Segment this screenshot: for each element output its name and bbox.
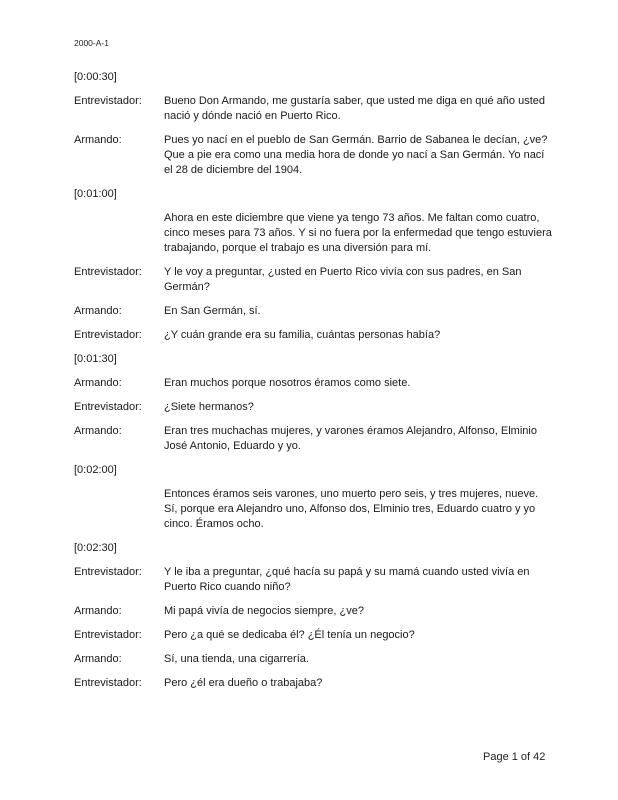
dialogue-entry: [74, 487, 554, 532]
dialogue-entry: [74, 328, 554, 343]
dialogue-text: Y le voy a preguntar, ¿usted en Puerto Rico vivía con sus padres, en San Germán?: [164, 266, 522, 293]
dialogue-text: Y le iba a preguntar, ¿qué hacía su papá y su mamá cuando usted vivía en Puerto Rico cuando niño?: [164, 566, 530, 593]
document-id: 2000-A-1: [74, 38, 109, 48]
dialogue-entry: [74, 376, 554, 391]
speaker-label: Entrevistador:: [74, 266, 142, 278]
dialogue-entry: [74, 133, 554, 178]
dialogue-text: Eran tres muchachas mujeres, y varones éramos Alejandro, Alfonso, Elminio José Antonio, Eduardo y yo.: [164, 425, 537, 452]
dialogue-entry: [74, 400, 554, 415]
dialogue-text: Mi papá vivía de negocios siempre, ¿ve?: [164, 605, 364, 617]
dialogue-text: ¿Y cuán grande era su familia, cuántas personas había?: [164, 329, 441, 341]
dialogue-text: Eran muchos porque nosotros éramos como siete.: [164, 377, 411, 389]
speaker-label: Armando:: [74, 653, 122, 665]
speaker-label: Entrevistador:: [74, 95, 142, 107]
dialogue-text: Sí, una tienda, una cigarrería.: [164, 653, 309, 665]
speaker-label: [74, 487, 164, 532]
dialogue-text: Entonces éramos seis varones, uno muerto pero seis, y tres mujeres, nueve. Sí, porque era Alejandro uno, Alfonso dos, Elminio tres, Eduardo cuatro y yo cinco. Éramos ocho.: [164, 488, 539, 530]
dialogue-entry: [74, 652, 554, 667]
dialogue-entry: [74, 304, 554, 319]
timestamp: [0:01:30]: [74, 353, 117, 365]
speaker-label: Armando:: [74, 425, 122, 437]
speaker-label: Armando:: [74, 134, 122, 146]
dialogue-text: Bueno Don Armando, me gustaría saber, que usted me diga en qué año usted nació y dónde nació en Puerto Rico.: [164, 95, 545, 122]
timestamp: [0:01:00]: [74, 188, 117, 200]
dialogue-text: Pues yo nací en el pueblo de San Germán. Barrio de Sabanea le decían, ¿ve? Que a pie era como una media hora de donde yo nací a San Germán. Yo nací el 28 de diciembre del 1904.: [164, 134, 548, 176]
transcript: [74, 70, 554, 700]
dialogue-entry: [74, 94, 554, 124]
speaker-label: Entrevistador:: [74, 677, 142, 689]
dialogue-text: ¿Siete hermanos?: [164, 401, 254, 413]
timestamp: [0:00:30]: [74, 71, 117, 83]
dialogue-text: En San Germán, sí.: [164, 305, 261, 317]
speaker-label: Armando:: [74, 377, 122, 389]
dialogue-entry: [74, 628, 554, 643]
speaker-label: Entrevistador:: [74, 329, 142, 341]
timestamp: [0:02:30]: [74, 542, 117, 554]
timestamp: [0:02:00]: [74, 464, 117, 476]
dialogue-entry: [74, 676, 554, 691]
dialogue-entry: [74, 211, 554, 256]
speaker-label: Armando:: [74, 605, 122, 617]
speaker-label: Entrevistador:: [74, 401, 142, 413]
page-number: Page 1 of 42: [483, 751, 546, 763]
dialogue-entry: [74, 265, 554, 295]
dialogue-text: Pero ¿a qué se dedicaba él? ¿Él tenía un negocio?: [164, 629, 415, 641]
speaker-label: Armando:: [74, 305, 122, 317]
dialogue-text: Pero ¿él era dueño o trabajaba?: [164, 677, 323, 689]
dialogue-entry: [74, 424, 554, 454]
dialogue-entry: [74, 565, 554, 595]
dialogue-entry: [74, 604, 554, 619]
speaker-label: [74, 211, 164, 256]
speaker-label: Entrevistador:: [74, 629, 142, 641]
dialogue-text: Ahora en este diciembre que viene ya tengo 73 años. Me faltan como cuatro, cinco meses para 73 años. Y si no fuera por la enfermedad que tengo estuviera trabajando, porque el trabajo es una diversión para mí.: [164, 212, 552, 254]
speaker-label: Entrevistador:: [74, 566, 142, 578]
